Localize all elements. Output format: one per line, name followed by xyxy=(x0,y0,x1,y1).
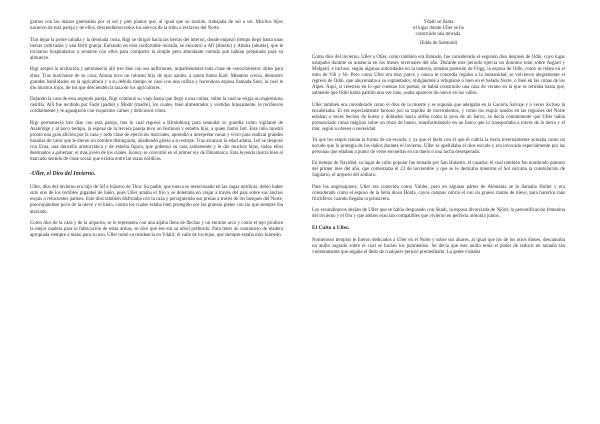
paragraph: Para los anglosajones, Uller era conocido como Vulder, pero en algunas partes de Alemania se le llamaba Holler y era considerado como el esposo de la bella diosa Holda, cuyos campos cubría el con un grueso manto de nieve, para hacerlos más fructíferos cuando llegaba la primavera. xyxy=(312,184,565,202)
paragraph: Rigr permaneció tres días con esta pareja, tras lo cual regresó a Himinbiorg para reanudar su guardia como vigilante de Asabridge y al poco tiempo, la esposa de la tercera pareja tuvo un hermoso y esbelto hijo, a quien llamó Jarl. Este niño mostró pronto una gran afición por la caza y todo clase de ejercicios marciales, aprendió a interpretar runas y vivió para realizar grandes hazañas de valor que le dieron un nombre distinguido, añadiendo gloria a su estirpe. Tras alcanzar la edad adulta, Jarl se desposó con Erna, una doncella aristocrática y de esbelta figura, que gobernó su casa sabiamente y le dio muchos hijos, todos ellos destinados a gobernar, el más joven de los cuales, Konur, se convirtió en el primer rey de Dinamarca. Esta leyenda ilustra bien el marcado sentido de clase social que existía entre las razas nórdicas. xyxy=(30,120,283,163)
left-column xyxy=(30,20,283,245)
verse-line: construido una morada. xyxy=(415,32,462,37)
paragraph: Dejando la casa de esta segunda pareja, Rigr continuó su viaje hasta que llegó a una colina, sobre la cual se erigía un majestuoso castillo. Allí fue recibido por Fadir (padre) y Modir (madre), los cuales, bien alimentados y vestidos lujosamente, le recibieron cordialmente y le agasajaron con exquisitos carnes y deliciosos vinos. xyxy=(30,97,283,115)
paragraph: Tras dejar la pobre cabaña y la desolada costa, Rigr se dirigió hacia las tierras del interior, donde empezó tiempo llegó hasta unas tierras cultivadas y una fértil granja. Entrando en esta confortable morada, se encontró a Afi (abuelo) y Amma (abuela), que le invitaron hospitalarios a sentarse con ellos para compartir la simple pero abundante comida que habían preparado para su almuerzo. xyxy=(30,37,283,61)
paragraph: granos con las manos guemados por el sol y pies planos que, al igual que su marido, trabajaba de sol a sol. Muchos hijos nacieron de esta pareja y de ellos, descendieron todos los siervos de la tribu o esclavos del Norte. xyxy=(30,20,283,32)
verse-line: el lugar donde Uller se ha xyxy=(413,26,464,31)
verse-quote xyxy=(312,20,565,38)
paragraph: Ya que los esquís tenían la forma de un escudo, y ya que el hielo con el que él cubría la tierra invernalmente actuaba como un escudo que lo protegía de los daños durante el invierno, Uller se apellidaba el dios escudo y era invocado especialmente por las personas que estaban a punto de verse envueltas en un duelo o una lucha desesperada. xyxy=(312,137,565,156)
paragraph: Uller también era considerado como el dios de la muerte y se suponía que adelgaba en la Caceria Salvaje y a veces incluso la encabezaba. El era especialmente famoso por su rapidez de movimientos, y como los esquís usados en las regiones del Norte estaban a veces hechos de hueso y doblados hacia arriba como la proa de un barco, se decía comúnmente que Uller había pronunciado runas mágicas sobre un trozo de hueso, transformándolo en un barco que lo transportaba a través de la tierra y el mar, según su deseo o necesidad. xyxy=(312,102,565,132)
paragraph: Como dios de la caza y de la arquería, se le representa con una aljaba llena de flechas y un enorme arco y como el tejo produce la mejor madera para la fabricación de estas armas, se dice que ése era su árbol preferido. Para tener un suministro de madera apropiada siempre a mano para su uso, Uller tomó su residencia en Ydalir, el valle de los tejos, que siempre estaba muy húmedo. xyxy=(30,221,283,239)
paragraph: Numerosos templos le fueron dedicados a Uller en el Norte y sobre sus altares, al igual que los de los otros dioses, descansaba un anillo sagrado sobre el cual se hacían los juramentos. Se decía que este anillo tenía el poder de reducir en tamaño tan violentamente que segaba el dedo de cualquier perjuro premeditado. La gente visitaba xyxy=(312,238,565,256)
section-heading: El Culto a Uller. xyxy=(312,225,350,232)
paragraph: En tiempo de Navidad, su lugar de culto popular fue tomado por San Huberto, el cazador, el cual también fue nombrado patrono del primer mes del año, que comenzaba el 22 de noviembre y que se le dedicaba mientras el Sol surcaba la constelación de Sagitario, el arquero del zodiaco. xyxy=(312,161,565,179)
paragraph: Los escandinavos decían de Uller que se había desposado con Skadi, la esposa divorciada de Njörd, la personificación femenina del invierno y el frío y que ambos eran tan compatibles que vivieron en perfecta armonía juntos. xyxy=(312,207,565,219)
paragraph: Como dios del invierno, Uller u Oller, como también era llamado, fue considerado el segundo dios después de Odín, cuyo lugar usurpaba durante su ausencia en los meses invernales del año. Durante este periodo ejercía un dominio total sobre Asgard y Midgard, e incluso, según algunas autoridades en la materia, tomaba posesión de Frigg, la esposa de Odín, como se relata en el mito de Vili y Ve. Pero como Uller era muy parco y nunca le concedía regalos a la humanidad, se volvieron alegremente el regreso de Odín, que ahuyentaba a su suplantador, obligándole a refugiarse o bien en el helado Norte, o bien en las cimas de los Alpes. Aquí, si creemos en lo que cuentan los poetas, se había construido una casa de verano en la que se retiraba hasta que, sabiendo que Odín había partido una vez más, osaba aparecer de nuevo en los valles. xyxy=(312,55,565,97)
right-column xyxy=(312,20,565,262)
paragraph: Uller, dios del invierno era hijo de Sif e hijastro de Thor. Su padre, que nunca es mencionado en las sagas nórdicas, debió haber sido uno de los terribles gigantes de hielo, pues Uller amaba el frío y se deleitaba en viajar a través del país sobre sus anchos esquís o relucientes patines. Este dios también disfrutaba con la caza y persiguiendo sus presas a través de los bosques del Norte, preocupándose poco de la nieve y el hielo, contra los cuales estaba bien protegido por las gruesas pieles con las que siempre iba ataviado. xyxy=(30,185,283,215)
verse-line: Ydalir se llama xyxy=(423,20,454,25)
verse-credit: (Edda de Sæmund) xyxy=(419,41,458,46)
paragraph: Rigr aceptó la invitación y permaneció allí tres días con sus anfitriones, impartiéndoles toda clase de conocimientos útiles para ellos. Tras marcharse de su casa, Amma tuvo un robusto hijo de ojos azules, a quien llamó Karl. Mientras crecía, demostró grandes habilidades en la agricultura y a su debido tiempo se casó con una rolliza y hacendosa esposa llamada Snor, la cual le dio muchos hijos, de los que descienden la raza de los agricultores. xyxy=(30,67,283,91)
section-heading: -Uller, el Dios del Invierno. xyxy=(30,171,96,178)
